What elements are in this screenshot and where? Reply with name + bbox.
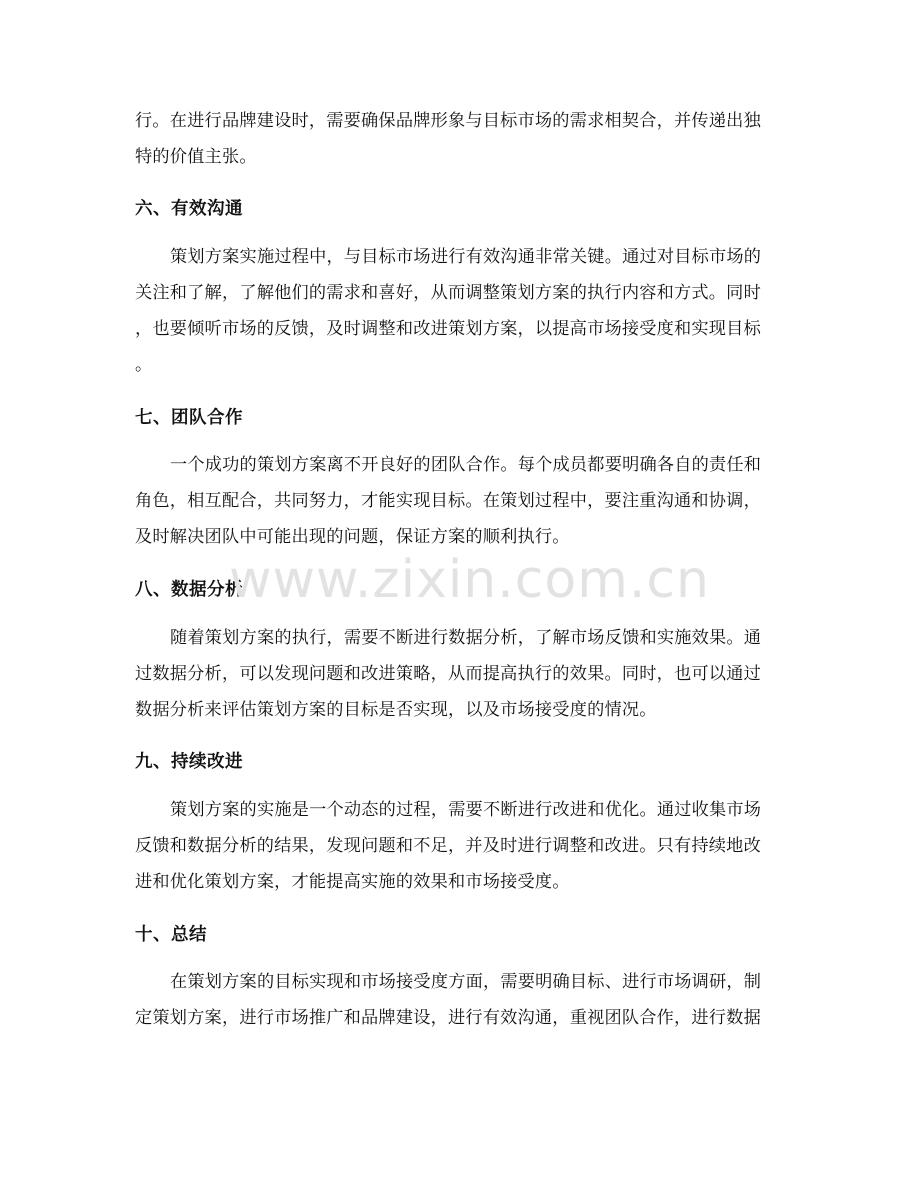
- paragraph-line: 一个成功的策划方案离不开良好的团队合作。每个成员都要明确各自的责任和: [170, 455, 762, 475]
- paragraph-line: 进和优化策划方案，才能提高实施的效果和市场接受度。: [135, 872, 570, 892]
- paragraph-line: 过数据分析，可以发现问题和改进策略，从而提高执行的效果。同时，也可以通过: [135, 664, 761, 684]
- section-heading: 八、数据分析: [135, 580, 243, 600]
- section-heading: 十、总结: [135, 925, 207, 945]
- paragraph-line: 在策划方案的目标实现和市场接受度方面，需要明确目标、进行市场调研，制: [170, 972, 762, 992]
- paragraph-line: 定策划方案，进行市场推广和品牌建设，进行有效沟通，重视团队合作，进行数据: [135, 1008, 761, 1028]
- watermark: www.zixin.com.cn: [229, 550, 710, 610]
- paragraph-line: 策划方案的实施是一个动态的过程，需要不断进行改进和优化。通过收集市场: [170, 800, 762, 820]
- paragraph-line: 及时解决团队中可能出现的问题，保证方案的顺利执行。: [135, 527, 570, 547]
- section-heading: 七、团队合作: [135, 408, 243, 428]
- paragraph-line: ，也要倾听市场的反馈，及时调整和改进策划方案，以提高市场接受度和实现目标: [135, 319, 761, 339]
- paragraph-line: 反馈和数据分析的结果，发现问题和不足，并及时进行调整和改进。只有持续地改: [135, 836, 761, 856]
- paragraph-line: 特的价值主张。: [135, 147, 257, 167]
- paragraph-line: 行。在进行品牌建设时，需要确保品牌形象与目标市场的需求相契合，并传递出独: [135, 111, 761, 131]
- paragraph-line: 数据分析来评估策划方案的目标是否实现，以及市场接受度的情况。: [135, 700, 657, 720]
- paragraph-line: 随着策划方案的执行，需要不断进行数据分析，了解市场反馈和实施效果。通: [170, 628, 762, 648]
- paragraph-line: 角色，相互配合，共同努力，才能实现目标。在策划过程中，要注重沟通和协调，: [135, 491, 761, 511]
- paragraph-line: 关注和了解，了解他们的需求和喜好，从而调整策划方案的执行内容和方式。同时: [135, 283, 761, 303]
- paragraph-line: 。: [135, 355, 153, 375]
- section-heading: 六、有效沟通: [135, 199, 243, 219]
- paragraph-line: 策划方案实施过程中，与目标市场进行有效沟通非常关键。通过对目标市场的: [170, 247, 762, 267]
- section-heading: 九、持续改进: [135, 752, 243, 772]
